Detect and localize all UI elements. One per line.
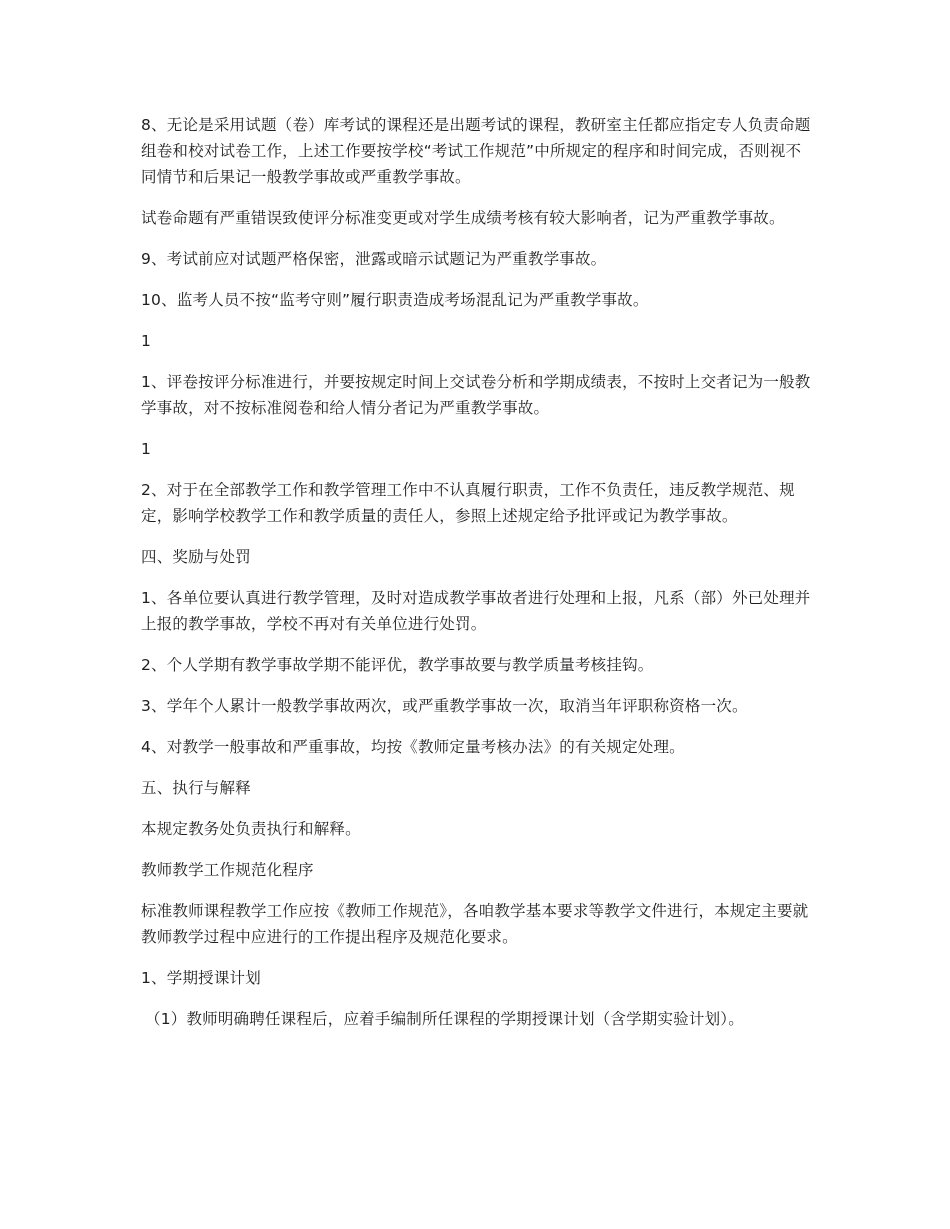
section-heading-rewards: 四、奖励与处罚 [141,548,251,566]
paragraph-rule-9: 9、考试前应对试题严格保密，泄露或暗示试题记为严重教学事故。 [141,250,607,268]
paragraph-number-1a: 1 [141,332,152,350]
paragraph-standard: 标准教师课程教学工作应按《教师工作规范》，各咱教学基本要求等教学文件进行，本规定主要就教师教学过程中应进行的工作提出程序及规范化要求。 [141,902,809,946]
document-body [141,112,813,1047]
paragraph-rule-8: 8、无论是采用试题（卷）库考试的课程还是出题考试的课程，教研室主任都应指定专人负责命题组卷和校对试卷工作，上述工作要按学校“考试工作规范”中所规定的程序和时间完成，否则视不同情节和后果记一般教学事故或严重教学事故。 [141,116,811,186]
paragraph-number-1b: 1 [141,440,152,458]
paragraph-execution: 本规定教务处负责执行和解释。 [141,820,361,838]
paragraph-grading-rule: 1、评卷按评分标准进行，并要按规定时间上交试卷分析和学期成绩表，不按时上交者记为一般教学事故，对不按标准阅卷和给人情分者记为严重教学事故。 [141,373,811,417]
section-heading-semester-plan: 1、学期授课计划 [141,969,261,987]
paragraph-exam-error: 试卷命题有严重错误致使评分标准变更或对学生成绩考核有较大影响者，记为严重教学事故。 [141,209,785,227]
paragraph-reward-3: 3、学年个人累计一般教学事故两次，或严重教学事故一次，取消当年评职称资格一次。 [141,697,748,715]
paragraph-plan-1: （1）教师明确聘任课程后，应着手编制所任课程的学期授课计划（含学期实验计划）。 [145,1010,744,1028]
paragraph-reward-4: 4、对教学一般事故和严重事故，均按《教师定量考核办法》的有关规定处理。 [141,738,685,756]
document-subtitle: 教师教学工作规范化程序 [141,861,314,879]
paragraph-rule-10: 10、监考人员不按“监考守则”履行职责造成考场混乱记为严重教学事故。 [141,291,649,309]
paragraph-reward-2: 2、个人学期有教学事故学期不能评优，教学事故要与教学质量考核挂钩。 [141,656,654,674]
section-heading-execution: 五、执行与解释 [141,779,251,797]
paragraph-responsibility-rule: 2、对于在全部教学工作和教学管理工作中不认真履行职责，工作不负责任，违反教学规范、规定，影响学校教学工作和教学质量的责任人，参照上述规定给予批评或记为教学事故。 [141,481,795,525]
paragraph-reward-1: 1、各单位要认真进行教学管理，及时对造成教学事故者进行处理和上报，凡系（部）外已处理并上报的教学事故，学校不再对有关单位进行处罚。 [141,589,811,633]
